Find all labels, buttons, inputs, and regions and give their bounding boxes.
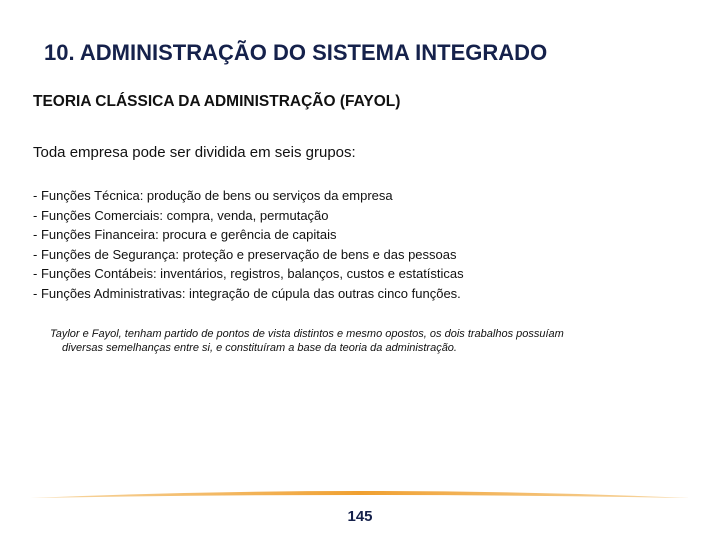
intro-text: Toda empresa pode ser dividida em seis grupos: [33, 144, 356, 161]
list-item: - Funções Administrativas: integração de cúpula das outras cinco funções. [33, 285, 461, 301]
decorative-swoosh [30, 486, 690, 502]
list-item: - Funções Comerciais: compra, venda, permutação [33, 207, 329, 223]
footnote-line-2: diversas semelhanças entre si, e constituíram a base da teoria da administração. [62, 342, 457, 354]
page-number: 145 [347, 508, 373, 525]
list-item: - Funções de Segurança: proteção e preservação de bens e das pessoas [33, 246, 457, 262]
footnote [50, 327, 670, 355]
slide-title: 10. ADMINISTRAÇÃO DO SISTEMA INTEGRADO [44, 40, 548, 65]
list-item: - Funções Contábeis: inventários, registros, balanços, custos e estatísticas [33, 266, 464, 281]
footnote-line-1: Taylor e Fayol, tenham partido de pontos de vista distintos e mesmo opostos, os dois trabalhos possuíam [50, 328, 564, 340]
slide-subtitle: TEORIA CLÁSSICA DA ADMINISTRAÇÃO (FAYOL) [33, 93, 401, 110]
list-item: - Funções Técnica: produção de bens ou serviços da empresa [33, 188, 393, 203]
list-item: - Funções Financeira: procura e gerência de capitais [33, 227, 337, 242]
function-list [33, 186, 464, 303]
